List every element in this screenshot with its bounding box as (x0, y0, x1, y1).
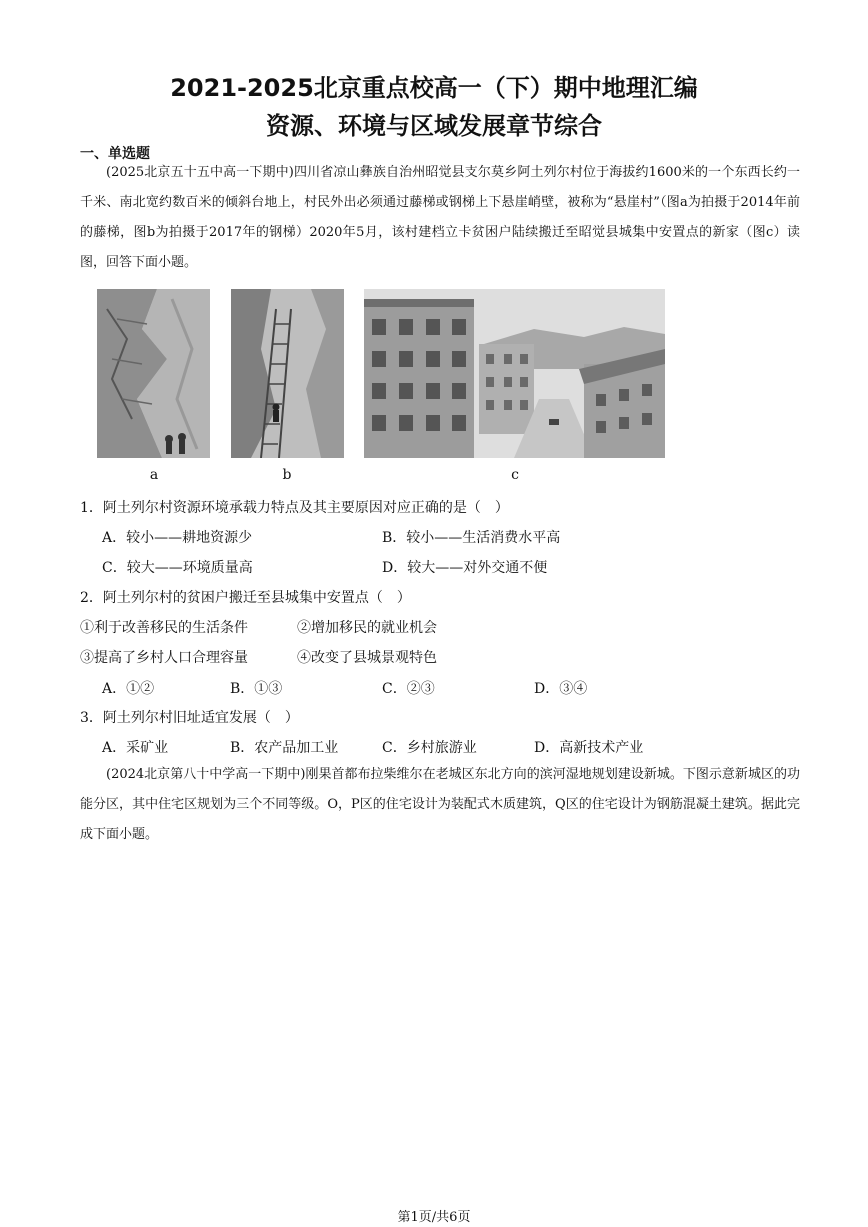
q1-option-b[interactable]: B．较小——生活消费水平高 (382, 530, 561, 546)
q2-option-c[interactable]: C．②③ (382, 681, 435, 697)
document-subtitle: 资源、环境与区域发展章节综合 (266, 112, 602, 140)
passage-1-text: (2025北京五十五中高一下期中)四川省凉山彝族自治州昭觉县支尔莫乡阿土列尔村位于海拔约1600米的一个东西长约一千米、南北宽约数百米的倾斜台地上，村民外出必须通过藤梯或钢梯上下悬崖峭壁，被称为“悬崖村”（图a为拍摄于2014年前的藤梯，图b为拍摄于2017年的钢梯）2020年5月，该村建档立卡贫困户陆续搬迁至昭觉县城集中安置点的新家（图c）读图，回答下面小题。 (80, 165, 800, 270)
question-1: 1．阿土列尔村资源环境承载力特点及其主要原因对应正确的是（ ） (80, 500, 509, 516)
photo-c-resettlement-housing (364, 289, 665, 458)
q3-option-c[interactable]: C．乡村旅游业 (382, 740, 477, 756)
figure-caption-b: b (282, 467, 292, 483)
q3-option-d[interactable]: D．高新技术产业 (534, 740, 644, 756)
q2-option-d[interactable]: D．③④ (534, 681, 588, 697)
passage-1 (80, 158, 800, 278)
figure-caption-c: c (511, 467, 519, 483)
question-2: 2．阿土列尔村的贫困户搬迁至县城集中安置点（ ） (80, 590, 411, 606)
q2-statement-3: ③提高了乡村人口合理容量 (80, 650, 248, 666)
q3-option-b[interactable]: B．农产品加工业 (230, 740, 339, 756)
page-footer: 第1页/共6页 (397, 1210, 471, 1225)
photo-a-rattan-ladder (97, 289, 210, 458)
photo-b-steel-ladder (231, 289, 344, 458)
q1-option-d[interactable]: D．较大——对外交通不便 (382, 560, 548, 576)
passage-2-text: (2024北京第八十中学高一下期中)刚果首都布拉柴维尔在老城区东北方向的滨河湿地规划建设新城。下图示意新城区的功能分区，其中住宅区规划为三个不同等级。O，P区的住宅设计为装配式木质建筑，Q区的住宅设计为钢筋混凝土建筑。据此完成下面小题。 (80, 767, 800, 842)
question-3: 3．阿土列尔村旧址适宜发展（ ） (80, 710, 299, 726)
q2-option-b[interactable]: B．①③ (230, 681, 283, 697)
q1-option-a[interactable]: A．较小——耕地资源少 (102, 530, 253, 546)
document-title: 2021-2025北京重点校高一（下）期中地理汇编 (170, 74, 698, 102)
q3-option-a[interactable]: A．采矿业 (102, 740, 169, 756)
q2-statement-2: ②增加移民的就业机会 (297, 620, 437, 636)
q2-option-a[interactable]: A．①② (102, 681, 155, 697)
figure-caption-a: a (149, 467, 159, 483)
q2-statement-1: ①利于改善移民的生活条件 (80, 620, 248, 636)
passage-2 (80, 760, 800, 850)
q2-statement-4: ④改变了县城景观特色 (297, 650, 437, 666)
section-heading: 一、单选题 (80, 146, 150, 162)
q1-option-c[interactable]: C．较大——环境质量高 (102, 560, 253, 576)
